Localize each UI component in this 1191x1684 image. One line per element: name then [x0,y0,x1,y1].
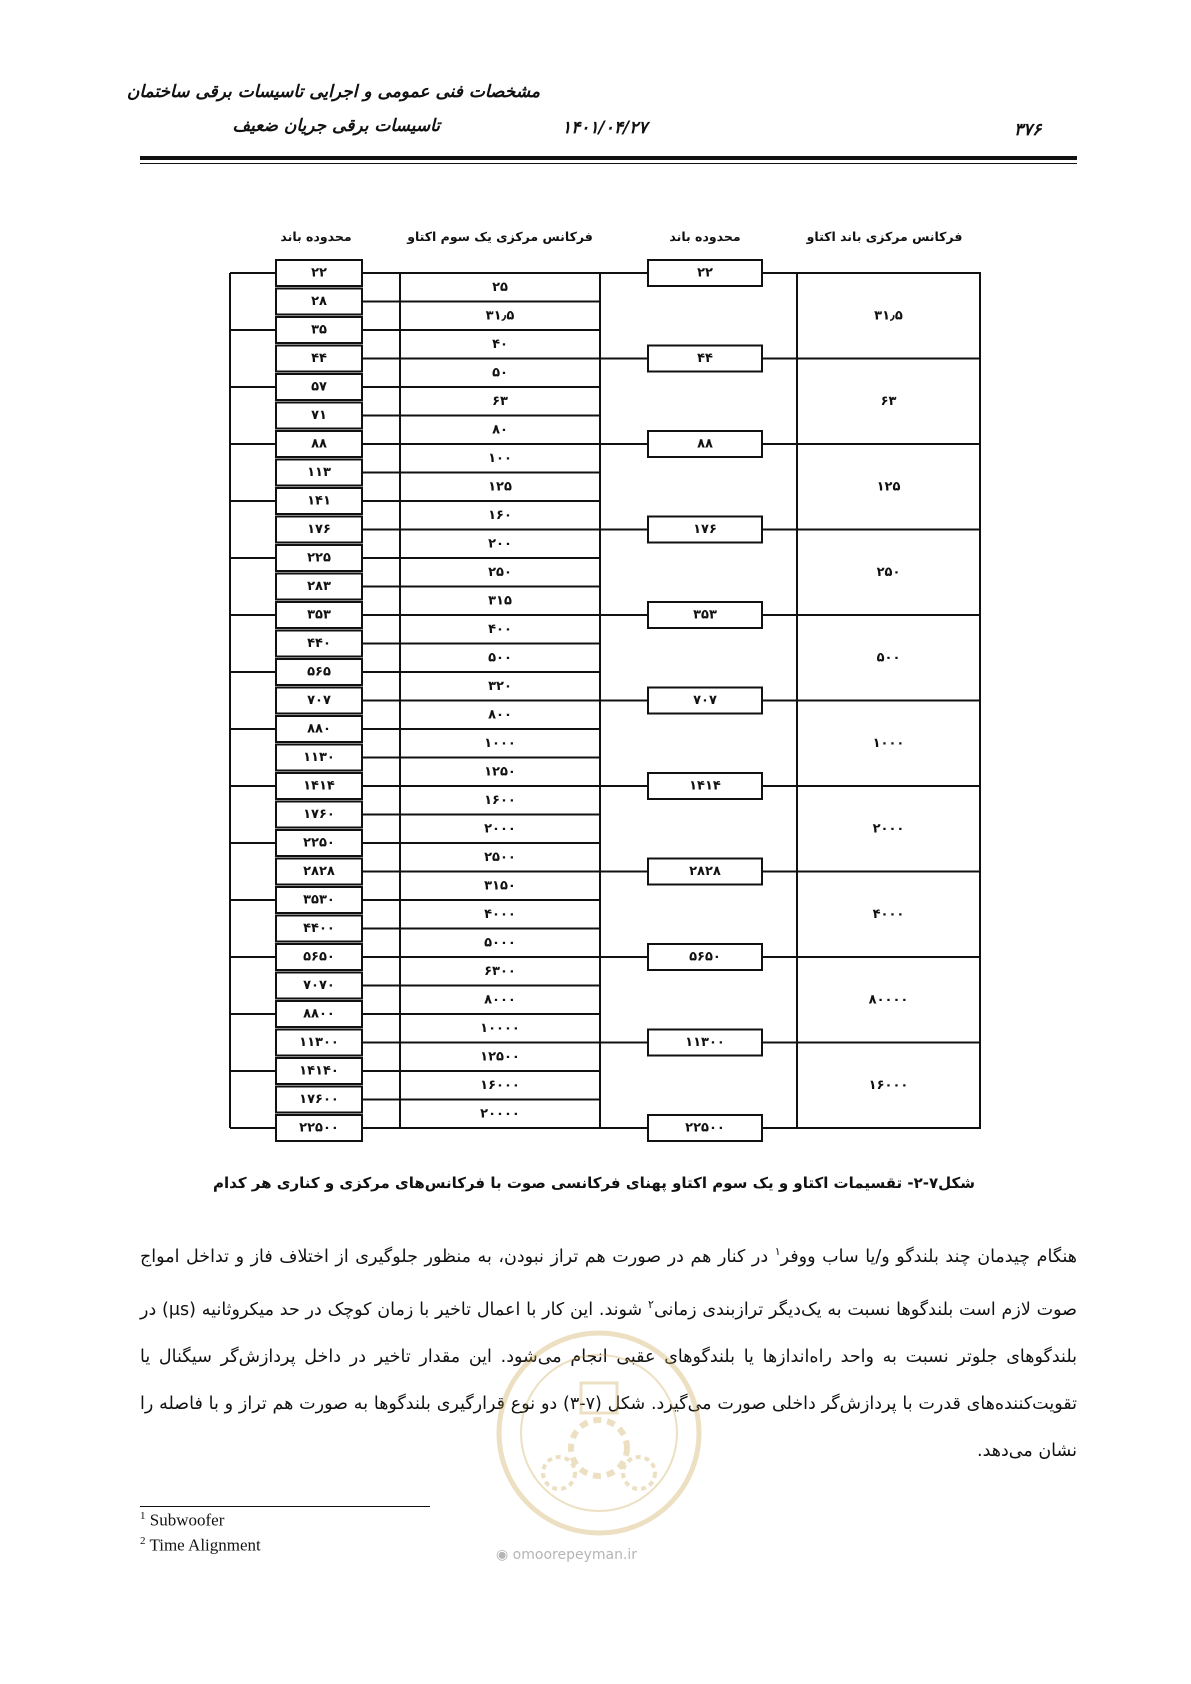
third-center-label: ۸۰ [492,422,508,438]
octave-band-limit-label: ۴۴ [697,351,713,366]
third-center-label: ۲۵ [492,279,508,295]
third-center-label: ۶۳ [492,393,508,409]
footnote-ref-2: ۲ [648,1297,654,1311]
third-center-label: ۶۳۰۰ [484,963,516,979]
third-center-label: ۵۰۰۰ [484,935,516,951]
footnote-1-text: Subwoofer [149,1510,225,1530]
third-band-limit-label: ۵۷ [311,379,327,395]
footnote-2-number: 2 [140,1535,146,1547]
col-header-octave-center: فرکانس مرکزی باند اکتاو [806,229,963,244]
third-center-label: ۲۰۰ [488,536,512,552]
third-center-label: ۵۰ [492,365,508,381]
third-center-label: ۳۱٫۵ [485,308,515,324]
third-band-limit-label: ۲۲۵۰ [303,835,335,851]
third-center-label: ۳۱۵۰ [484,878,516,894]
third-band-limit-label: ۱۱۳۰ [303,750,335,765]
octave-center-label: ۲۵۰ [876,564,901,580]
third-center-label: ۴۰۰۰ [484,906,516,922]
third-band-limit-label: ۳۵ [311,322,327,338]
octave-band-limit-label: ۱۴۱۴ [689,778,721,794]
third-band-limit-label: ۱۴۱ [307,493,331,509]
third-center-label: ۸۰۰ [488,707,512,723]
third-band-limit-label: ۲۲۵۰۰ [299,1120,339,1136]
third-band-limit-label: ۵۶۵ [307,664,331,680]
octave-band-limit-label: ۱۱۳۰۰ [685,1035,725,1050]
octave-band-limit-label: ۲۲۵۰۰ [685,1120,725,1136]
third-band-limit-label: ۱۷۶۰۰ [299,1092,339,1107]
third-band-limit-label: ۸۸۰ [307,721,331,737]
col-header-octave-band-limits: محدوده باند [669,229,741,244]
third-band-limit-label: ۱۱۳۰۰ [299,1035,339,1050]
watermark-url: omoorepeyman.ir [512,1547,638,1563]
third-center-label: ۵۰۰ [488,650,512,666]
octave-center-label: ۵۰۰ [876,650,901,666]
octave-center-label: ۸۰۰۰۰ [868,992,909,1008]
octave-band-limit-label: ۷۰۷ [693,693,717,708]
col-header-third-center: فرکانس مرکزی یک سوم اکتاو [407,229,593,244]
third-center-label: ۴۰ [492,336,508,352]
third-center-label: ۲۰۰۰۰ [480,1106,520,1122]
third-band-limit-label: ۲۸۲۸ [303,864,335,879]
octave-center-label: ۲۰۰۰ [872,821,905,837]
octave-center-label: ۳۱٫۵ [874,308,903,324]
third-center-label: ۸۰۰۰ [484,992,516,1008]
section-subtitle: تاسیسات برقی جریان ضعیف [232,116,440,136]
footnote-ref-1: ۱ [774,1245,781,1258]
third-band-limit-label: ۳۵۳۰ [303,892,335,908]
third-band-limit-label: ۸۸ [311,436,327,452]
third-center-label: ۱۶۰۰۰ [480,1077,520,1093]
third-band-limit-label: ۲۲۵ [307,550,331,566]
octave-band-limit-label: ۲۲ [697,265,713,281]
third-center-label: ۳۲۰ [488,678,512,694]
third-center-label: ۲۵۰۰ [484,849,516,865]
watermark-seal-icon [489,1323,709,1543]
third-center-label: ۱۲۵ [488,479,512,495]
third-band-limit-label: ۱۴۱۴۰ [299,1063,339,1079]
third-band-limit-label: ۲۸۳ [307,579,331,594]
third-band-limit-label: ۱۷۶ [307,522,331,537]
figure-caption: شکل۷-۲- تقسیمات اکتاو و یک سوم اکتاو پهنای فرکانسی صوت با فرکانس‌های مرکزی و کناری هر کدام [213,1174,975,1192]
third-center-label: ۱۰۰۰۰ [480,1020,520,1036]
octave-band-limit-label: ۲۸۲۸ [689,864,721,879]
octave-band-limit-label: ۱۷۶ [693,522,717,537]
document-date: ۱۴۰۱/۰۴/۲۷ [562,118,648,138]
third-band-limit-label: ۲۸ [311,294,327,309]
third-center-label: ۱۰۰۰ [484,735,516,751]
footnote-1-number: 1 [140,1510,146,1522]
octave-band-limit-label: ۸۸ [697,436,713,452]
third-band-limit-label: ۷۱ [311,408,327,423]
octave-center-label: ۱۲۵ [876,479,901,495]
col-header-third-band-limits: محدوده باند [280,229,352,244]
page-number: ۳۷۶ [1014,120,1042,140]
octave-band-limit-label: ۳۵۳ [693,607,717,623]
third-center-label: ۱۶۰ [488,507,512,523]
third-center-label: ۳۱۵ [488,593,512,609]
third-band-limit-label: ۷۰۷۰ [303,978,335,993]
third-center-label: ۲۰۰۰ [484,821,516,837]
third-band-limit-label: ۱۱۳ [307,465,331,480]
octave-center-label: ۱۰۰۰ [872,735,905,751]
third-center-label: ۱۲۵۰ [484,764,516,780]
octave-band-limit-label: ۵۶۵۰ [689,949,721,965]
third-band-limit-label: ۴۴۰ [307,636,331,651]
third-band-limit-label: ۵۶۵۰ [303,949,335,965]
watermark-text: ◉ omoorepeyman.ir [496,1547,638,1563]
third-band-limit-label: ۴۴۰۰ [303,921,335,936]
body-text-part-3: شوند. این کار با اعمال تاخیر با زمان کوچک در حد میکروثانیه (μs) در بلندگوهای جلوتر نسبت به واحد راه‌اندازها یا بلندگوهای عقبی انجام می‌شود. این مقدار تاخیر در داخل پردازش‌گر سیگنال یا تقویت‌کننده‌های قدرت با پردازش‌گر داخلی صورت می‌گیرد. شکل (۷-۳) دو نوع قرارگیری بلندگوها به صورت هم تراز و با فاصله را نشان می‌دهد. [140,1299,1077,1461]
third-center-label: ۲۵۰ [488,564,512,580]
body-text-part-2: در کنار هم در صورت هم تراز نبودن، به منظور جلوگیری از اختلاف فاز و تداخل امواج صوت لازم است بلندگوها نسبت به یک‌دیگر ترازبندی زمانی [140,1246,1077,1320]
footnote-1 [140,1510,224,1531]
third-band-limit-label: ۲۲ [311,265,327,281]
octave-center-label: ۴۰۰۰ [872,906,905,922]
third-band-limit-label: ۱۷۶۰ [303,807,335,822]
octave-center-label: ۱۶۰۰۰ [868,1077,909,1093]
third-band-limit-label: ۳۵۳ [307,607,331,623]
third-center-label: ۴۰۰ [488,621,512,637]
third-center-label: ۱۲۵۰۰ [480,1049,520,1065]
third-band-limit-label: ۱۴۱۴ [303,778,335,794]
third-band-limit-label: ۷۰۷ [307,693,331,708]
footnote-2-text: Time Alignment [149,1535,261,1555]
third-center-label: ۱۰۰ [488,450,512,466]
third-band-limit-label: ۴۴ [311,351,327,366]
footnote-separator [140,1506,430,1507]
footnote-2 [140,1535,261,1556]
octave-center-label: ۶۳ [880,393,897,409]
document-title: مشخصات فنی عمومی و اجرایی تاسیسات برقی ساختمان [126,82,540,102]
body-text-part-1: هنگام چیدمان چند بلندگو و/یا ساب ووفر [780,1246,1077,1267]
third-band-limit-label: ۸۸۰۰ [303,1006,335,1022]
third-center-label: ۱۶۰۰ [484,792,516,808]
